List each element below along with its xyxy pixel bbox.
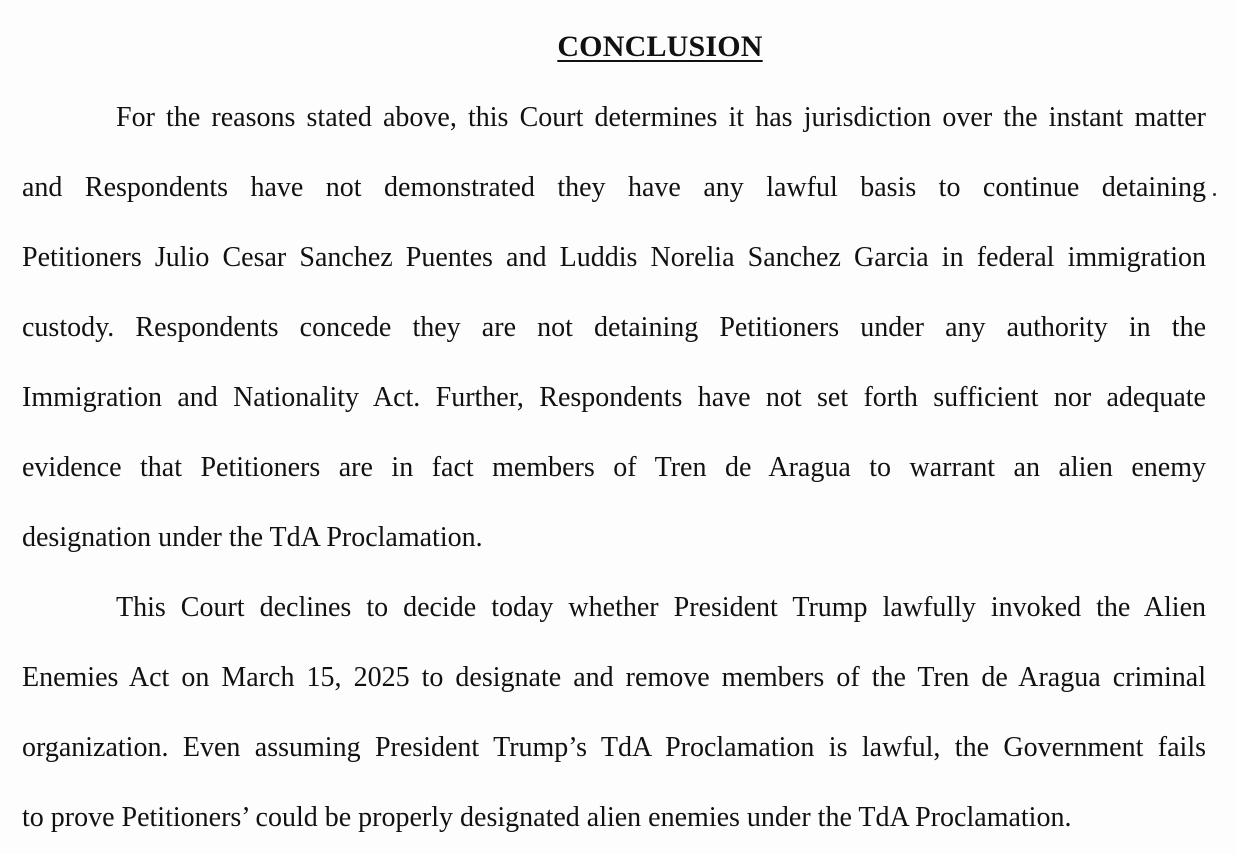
- paragraph-line: to prove Petitioners’ could be properly designated alien enemies under the TdA Proclamation.: [22, 802, 1072, 833]
- paragraph-line: evidence that Petitioners are in fact members of Tren de Aragua to warrant an alien enemy: [22, 452, 1206, 483]
- paragraph-line: This Court declines to decide today whether President Trump lawfully invoked the Alien: [116, 592, 1206, 623]
- paragraph-line: Enemies Act on March 15, 2025 to designate and remove members of the Tren de Aragua criminal: [22, 662, 1206, 693]
- paragraph-line: designation under the TdA Proclamation.: [22, 522, 483, 553]
- section-heading: CONCLUSION: [557, 30, 763, 63]
- paragraph-line: and Respondents have not demonstrated they have any lawful basis to continue detaining: [22, 172, 1206, 203]
- paragraph-line: Petitioners Julio Cesar Sanchez Puentes and Luddis Norelia Sanchez Garcia in federal immigration: [22, 242, 1206, 273]
- scan-speck: [1213, 193, 1216, 196]
- paragraph-line: For the reasons stated above, this Court determines it has jurisdiction over the instant matter: [116, 102, 1206, 133]
- paragraph-line: Immigration and Nationality Act. Further, Respondents have not set forth sufficient nor adequate: [22, 382, 1206, 413]
- paragraph-line: organization. Even assuming President Trump’s TdA Proclamation is lawful, the Government fails: [22, 732, 1206, 763]
- paragraph-line: custody. Respondents concede they are not detaining Petitioners under any authority in the: [22, 312, 1206, 343]
